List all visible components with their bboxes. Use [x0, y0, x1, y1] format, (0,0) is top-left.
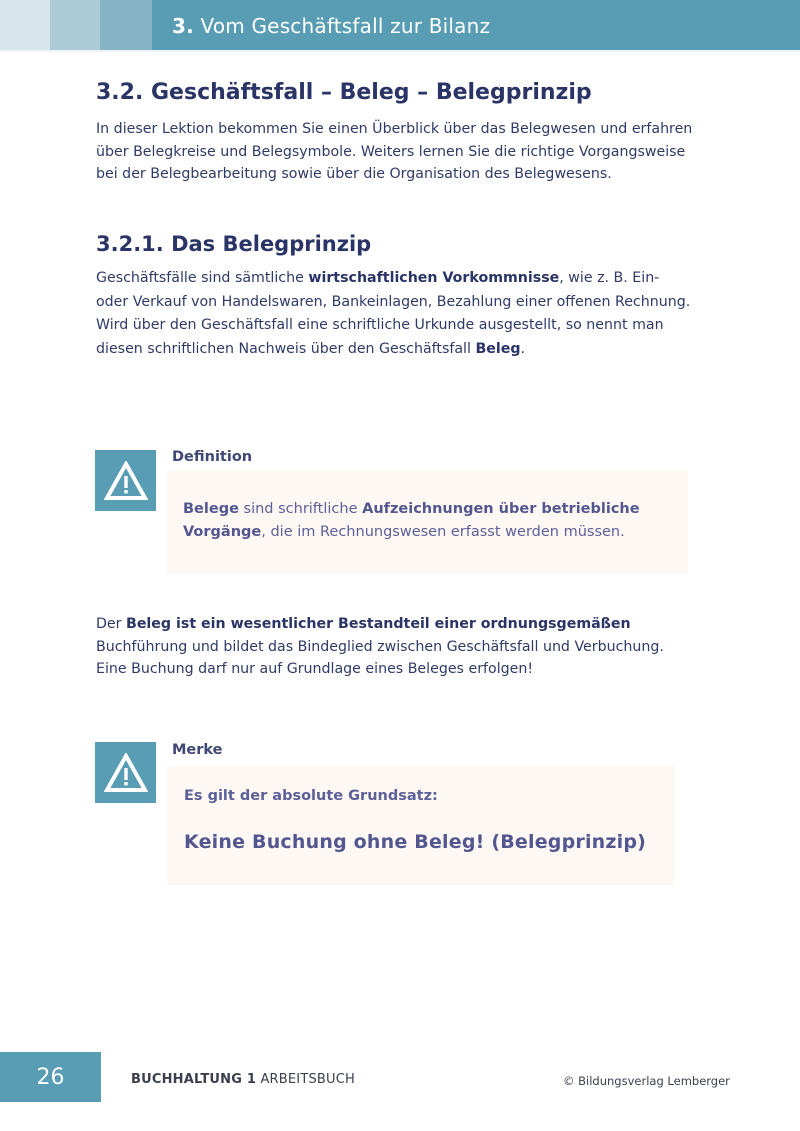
beleg-paragraph [96, 613, 696, 681]
subsection-title: 3.2.1. Das Belegprinzip [96, 232, 372, 256]
definition-label: Definition [172, 449, 253, 465]
text-span: Der [96, 616, 126, 632]
footer-copyright: © Bildungsverlag Lemberger [563, 1074, 730, 1088]
warning-triangle-icon [104, 461, 148, 501]
definition-icon-box [95, 450, 156, 511]
section-title: 3.2. Geschäftsfall – Beleg – Belegprinzip [96, 80, 592, 105]
text-span: Buchführung und bildet das Bindeglied zwischen Geschäftsfall und Verbuchung. Eine Buchung darf nur auf Grundlage eines Beleges erfolgen! [96, 638, 664, 677]
bold-term: Belege [183, 501, 239, 517]
bold-term: Beleg ist ein wesentlicher Bestandteil einer ordnungsgemäßen [126, 616, 631, 632]
merke-lead: Es gilt der absolute Grundsatz: [184, 788, 438, 804]
header-block-3 [100, 0, 152, 50]
chapter-title-text: Vom Geschäftsfall zur Bilanz [200, 14, 491, 38]
definition-text [183, 498, 672, 544]
section-intro: In dieser Lektion bekommen Sie einen Überblick über das Belegwesen und erfahren über Belegkreise und Belegsymbole. Weiters lernen Sie die richtige Vorgangsweise bei der Belegbearbeitung sowie über die Organisation des Belegwesens. [96, 121, 693, 182]
text-span: . [520, 340, 526, 357]
text-span: Geschäftsfälle sind sämtliche [96, 270, 309, 286]
subsection-paragraph [96, 267, 696, 361]
warning-triangle-icon [104, 753, 148, 793]
merke-label: Merke [172, 742, 223, 758]
merke-icon-box [95, 742, 156, 803]
header-block-2 [50, 0, 100, 50]
merke-box [167, 765, 675, 885]
chapter-title [172, 0, 490, 50]
book-title-rest: ARBEITSBUCH [256, 1072, 356, 1087]
definition-box [167, 470, 688, 574]
text-span: , wie z. B. Ein- oder Verkauf von Handelswaren, Bankeinlagen, Bezahlung einer offenen Rechnung. Wird über den Geschäftsfall eine schriftliche Urkunde ausgestellt, so nennt man diesen schriftlichen Nachweis über den Geschäftsfall [96, 270, 691, 357]
chapter-number: 3. [172, 14, 194, 38]
footer-book-title [131, 1072, 355, 1087]
page-number: 26 [0, 1052, 101, 1102]
merke-statement: Keine Buchung ohne Beleg! (Belegprinzip) [184, 831, 647, 853]
header-block-1 [0, 0, 50, 50]
bold-term: Beleg [475, 340, 521, 357]
bold-term: wirtschaftlichen Vorkommnisse [308, 270, 560, 286]
book-title-bold: BUCHHALTUNG 1 [131, 1072, 257, 1087]
text-span: , die im Rechnungswesen erfasst werden müssen. [261, 524, 625, 540]
text-span: sind schriftliche [238, 501, 363, 517]
chapter-header [0, 0, 800, 50]
header-divider [0, 50, 800, 52]
bold-term: Aufzeichnungen über betriebliche Vorgänge [183, 501, 640, 540]
